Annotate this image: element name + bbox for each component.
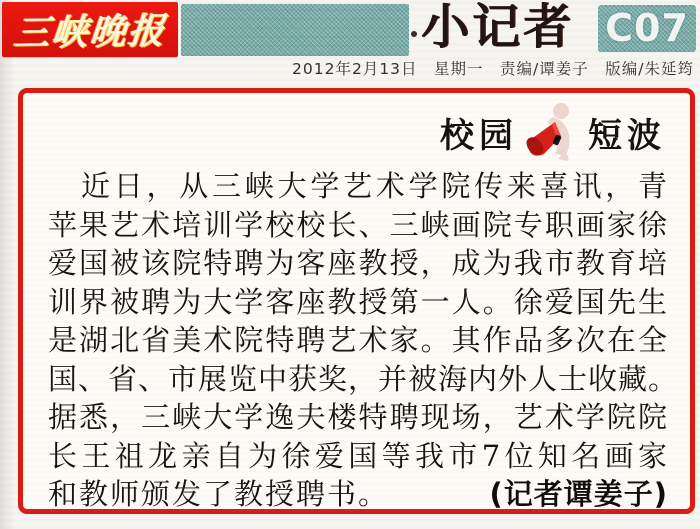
column-header: [23, 114, 690, 158]
article-line: 据悉，三峡大学逸夫楼特聘现场，艺术学院院: [48, 400, 668, 434]
newspaper-masthead: [2, 2, 178, 57]
separator-dot: [411, 31, 417, 37]
article-box: [18, 88, 695, 514]
column-header-right: 短波: [588, 116, 666, 156]
section-title: 小记者: [421, 0, 575, 55]
halftone-texture-strip: [181, 4, 409, 56]
article-line: 爱国被该院特聘为客座教授，成为我市教育培: [48, 246, 668, 280]
page-number: C07: [605, 6, 689, 50]
article-lines: [48, 167, 679, 475]
newspaper-name: 三峡晚报: [11, 9, 168, 55]
page-number-badge: [598, 5, 696, 52]
article-closing-row: [48, 475, 668, 514]
article-line: 是湖北省美术院特聘艺术家。其作品多次在全: [48, 323, 668, 357]
article-body: [23, 167, 690, 514]
article-line: 训界被聘为大学客座教授第一人。徐爱国先生: [48, 284, 668, 319]
article-line: 近日，从三峡大学艺术学院传来喜讯，青: [81, 169, 668, 203]
article-line: 苹果艺术培训学校校长、三峡画院专职画家徐: [48, 207, 668, 242]
megaphone-icon: [524, 101, 582, 163]
article-line: 国、省、市展览中获奖，并被海内外人士收藏。: [48, 361, 679, 396]
reporter-byline: (记者谭姜子): [489, 477, 668, 511]
column-header-left: 校园: [440, 116, 518, 156]
dateline: 2012年2月13日 星期一 责编/谭姜子 版编/朱延筠: [292, 60, 694, 78]
article-closing-text: 和教师颁发了教授聘书。: [48, 477, 390, 511]
article-line: 长王祖龙亲自为徐爱国等我市7位知名画家: [48, 438, 668, 473]
